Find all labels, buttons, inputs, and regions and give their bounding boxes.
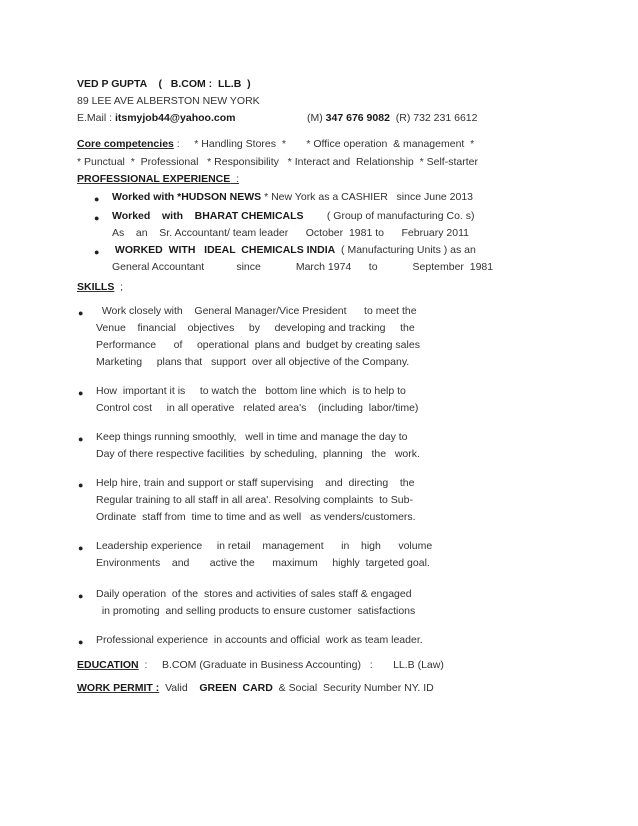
bullet-icon: ● (94, 213, 100, 223)
green-card: GREEN CARD (199, 682, 273, 694)
bullet-icon: ● (78, 434, 84, 444)
skill-item: Help hire, train and support or staff supervising and directing the Regular training to all staff in all area'. Resolving complaints to Sub- Ordinate staff from time to time and as well as venders/customers. (96, 477, 416, 523)
skill-item: Daily operation of the stores and activities of sales staff & engaged in promoting and selling products to ensure customer satisfactions (96, 588, 416, 617)
skills-heading: SKILLS ; (77, 281, 124, 293)
bullet-icon: ● (78, 308, 84, 318)
bullet-icon: ● (78, 637, 84, 647)
skill-item: Professional experience in accounts and official work as team leader. (96, 634, 423, 646)
bullet-icon: ● (78, 543, 84, 553)
email-line: E.Mail : itsmyjob44@yahoo.com (77, 112, 236, 124)
work-permit-label: WORK PERMIT : (77, 682, 160, 694)
work-permit-line: WORK PERMIT : Valid GREEN CARD & Social Security Number NY. ID (77, 682, 434, 694)
address: 89 LEE AVE ALBERSTON NEW YORK (77, 95, 260, 107)
competencies-line-2: * Punctual * Professional * Responsibility * Interact and Relationship * Self-starter (77, 156, 478, 168)
bullet-icon: ● (78, 591, 84, 601)
experience-item: Worked with BHARAT CHEMICALS ( Group of manufacturing Co. s) (112, 210, 475, 222)
experience-heading: PROFESSIONAL EXPERIENCE : (77, 173, 240, 185)
skill-item: Work closely with General Manager/Vice President to meet the Venue financial objectives by developing and tracking the Performance of operational plans and budget by creating sales Marketing plans that support over all objective of the Company. (96, 305, 420, 368)
name-line: VED P GUPTA ( B.COM : LL.B ) (77, 78, 251, 90)
bullet-icon: ● (78, 388, 84, 398)
phone-line: (M) 347 676 9082 (R) 732 231 6612 (307, 112, 478, 124)
bullet-icon: ● (94, 247, 100, 257)
experience-item: WORKED WITH IDEAL CHEMICALS INDIA ( Manufacturing Units ) as an (112, 244, 476, 256)
mobile-number: 347 676 9082 (325, 112, 390, 124)
email: itsmyjob44@yahoo.com (114, 112, 236, 124)
competencies-label: Core competencies (77, 138, 174, 150)
experience-item-detail: General Accountant since March 1974 to September 1981 (112, 261, 494, 273)
education-line: EDUCATION : B.COM (Graduate in Business Accounting) : LL.B (Law) (77, 659, 444, 671)
bullet-icon: ● (78, 480, 84, 490)
residence-number: (R) 732 231 6612 (389, 112, 478, 124)
experience-item: Worked with *HUDSON NEWS * New York as a CASHIER since June 2013 (112, 191, 474, 203)
skill-item: Keep things running smoothly, well in time and manage the day to Day of there respective facilities by scheduling, planning the work. (96, 431, 420, 460)
skill-item: How important it is to watch the bottom line which is to help to Control cost in all operative related area's (including labor/time) (96, 385, 419, 414)
bullet-icon: ● (94, 194, 100, 204)
skill-item: Leadership experience in retail management in high volume Environments and active the maximum highly targeted goal. (96, 540, 433, 569)
competencies-line-1: Core competencies : * Handling Stores * * Office operation & management * (77, 138, 475, 150)
experience-item-detail: As an Sr. Accountant/ team leader October 1981 to February 2011 (112, 227, 469, 239)
education-label: EDUCATION (77, 659, 139, 671)
